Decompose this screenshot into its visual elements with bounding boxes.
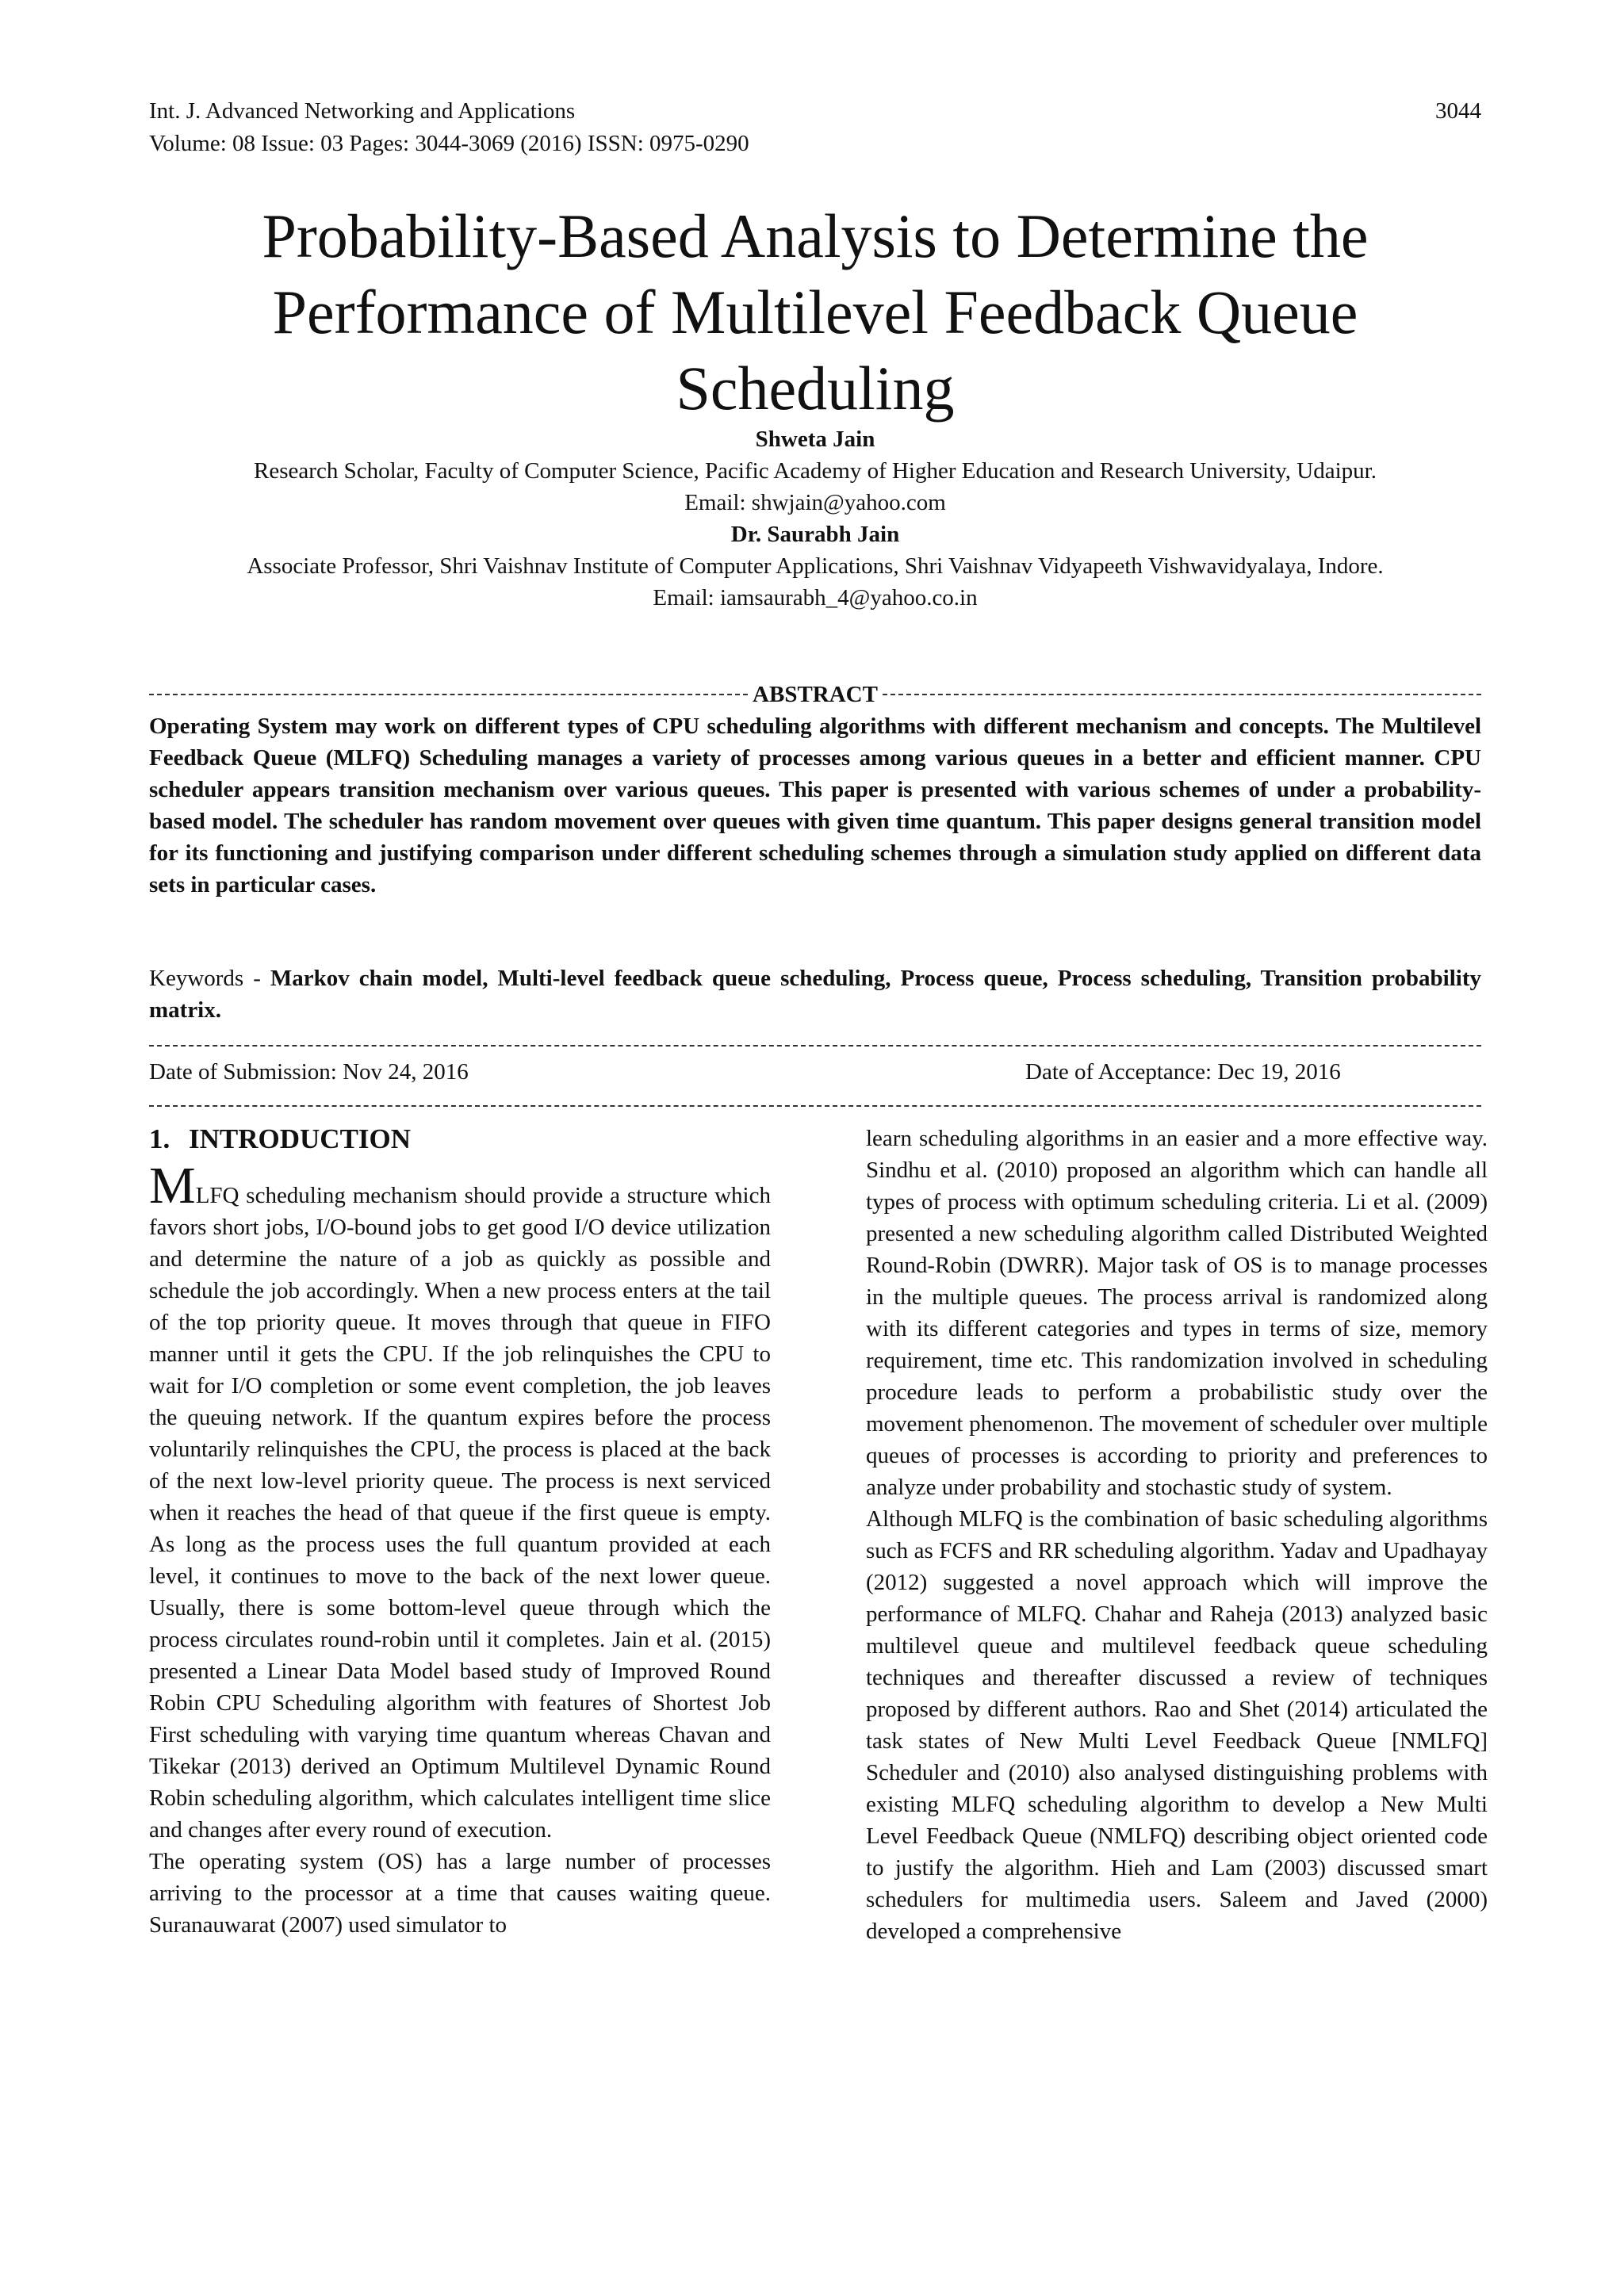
author-affiliation: Research Scholar, Faculty of Computer Science, Pacific Academy of Higher Education and Research University, Udaipur. [254, 458, 1377, 484]
submission-date: Date of Submission: Nov 24, 2016 [149, 1059, 469, 1085]
page-number: 3044 [1435, 98, 1481, 124]
paragraph [149, 1157, 771, 1846]
author-name: Shweta Jain [755, 427, 875, 452]
paper-title: Probability-Based Analysis to Determine the Performance of Multilevel Feedback Queue Scheduling [262, 201, 1369, 423]
paragraph: The operating system (OS) has a large number of processes arriving to the processor at a time that causes waiting queue. Suranauwarat (2007) used simulator to [149, 1849, 771, 1938]
section-number: 1. [149, 1123, 170, 1154]
author-name: Dr. Saurabh Jain [730, 522, 900, 547]
journal-name: Int. J. Advanced Networking and Applications [149, 98, 576, 124]
section-title: INTRODUCTION [189, 1123, 412, 1154]
divider-line [149, 1105, 1481, 1107]
paragraph: learn scheduling algorithms in an easier and a more effective way. Sindhu et al. (2010) proposed an algorithm which can handle all types of process with optimum scheduling criteria. Li et al. (2009) presented a new scheduling algorithm called Distributed Weighted Round-Robin (DWRR). Major task of OS is to manage processes in the multiple queues. The process arrival is randomized along with its different categories and types in terms of size, memory requirement, time etc. This randomization involved in scheduling procedure leads to perform a probabilistic study over the movement phenomenon. The movement of scheduler over multiple queues of processes is according to priority and preferences to analyze under probability and stochastic study of system. [866, 1126, 1488, 1500]
volume-line: Volume: 08 Issue: 03 Pages: 3044-3069 (2016) ISSN: 0975-0290 [149, 131, 749, 156]
drop-cap: M [149, 1157, 196, 1215]
right-column [866, 1123, 1488, 1947]
keywords-label: Keywords - [149, 966, 270, 991]
keywords [149, 962, 1481, 1026]
keywords-list: Markov chain model, Multi-level feedback queue scheduling, Process queue, Process scheduling, Transition probability matrix. [149, 966, 1482, 1023]
author-block [149, 423, 1481, 614]
divider-line [149, 1045, 1481, 1047]
author-email: Email: shwjain@yahoo.com [684, 490, 946, 515]
left-column [149, 1119, 771, 1941]
divider-line [149, 694, 748, 695]
abstract-label: ABSTRACT [753, 681, 878, 707]
abstract-divider [149, 679, 1481, 710]
dates-row [149, 1056, 1481, 1088]
divider-line [883, 694, 1481, 695]
running-header [149, 95, 1481, 160]
author-affiliation: Associate Professor, Shri Vaishnav Institute of Computer Applications, Shri Vaishnav Vidyapeeth Vishwavidyalaya, Indore. [247, 553, 1384, 579]
abstract-text: Operating System may work on different types of CPU scheduling algorithms with different mechanism and concepts. The Multilevel Feedback Queue (MLFQ) Scheduling manages a variety of processes among various queues in a better and efficient manner. CPU scheduler appears transition mechanism over various queues. This paper is presented with various schemes of under a probability-based model. The scheduler has random movement over queues with given time quantum. This paper designs general transition model for its functioning and justifying comparison under different scheduling schemes through a simulation study applied on different data sets in particular cases. [149, 714, 1481, 897]
acceptance-date: Date of Acceptance: Dec 19, 2016 [1025, 1059, 1341, 1085]
section-heading [149, 1119, 771, 1159]
paragraph: Although MLFQ is the combination of basic scheduling algorithms such as FCFS and RR scheduling algorithm. Yadav and Upadhayay (2012) suggested a novel approach which will improve the performance of MLFQ. Chahar and Raheja (2013) analyzed basic multilevel queue and multilevel feedback queue scheduling techniques and thereafter discussed a review of techniques proposed by different authors. Rao and Shet (2014) articulated the task states of New Multi Level Feedback Queue [NMLFQ] Scheduler and (2010) also analysed distinguishing problems with existing MLFQ scheduling algorithm to develop a New Multi Level Feedback Queue (NMLFQ) describing object oriented code to justify the algorithm. Hieh and Lam (2003) discussed smart schedulers for multimedia users. Saleem and Javed (2000) developed a comprehensive [866, 1506, 1488, 1944]
author-email: Email: iamsaurabh_4@yahoo.co.in [653, 585, 978, 610]
paragraph-text: LFQ scheduling mechanism should provide a structure which favors short jobs, I/O-bound jobs to get good I/O device utilization and determine the nature of a job as quickly as possible and schedule the job accordingly. When a new process enters at the tail of the top priority queue. It moves through that queue in FIFO manner until it gets the CPU. If the job relinquishes the CPU to wait for I/O completion or some event completion, the job leaves the queuing network. If the quantum expires before the process voluntarily relinquishes the CPU, the process is placed at the back of the next low-level priority queue. The process is next serviced when it reaches the head of that queue if the first queue is empty. As long as the process uses the full quantum provided at each level, it continues to move to the back of the next lower queue. Usually, there is some bottom-level queue through which the process circulates round-robin until it completes. Jain et al. (2015) presented a Linear Data Model based study of Improved Round Robin CPU Scheduling algorithm with features of Shortest Job First scheduling with varying time quantum whereas Chavan and Tikekar (2013) derived an Optimum Multilevel Dynamic Round Robin scheduling algorithm, which calculates intelligent time slice and changes after every round of execution. [149, 1183, 771, 1843]
